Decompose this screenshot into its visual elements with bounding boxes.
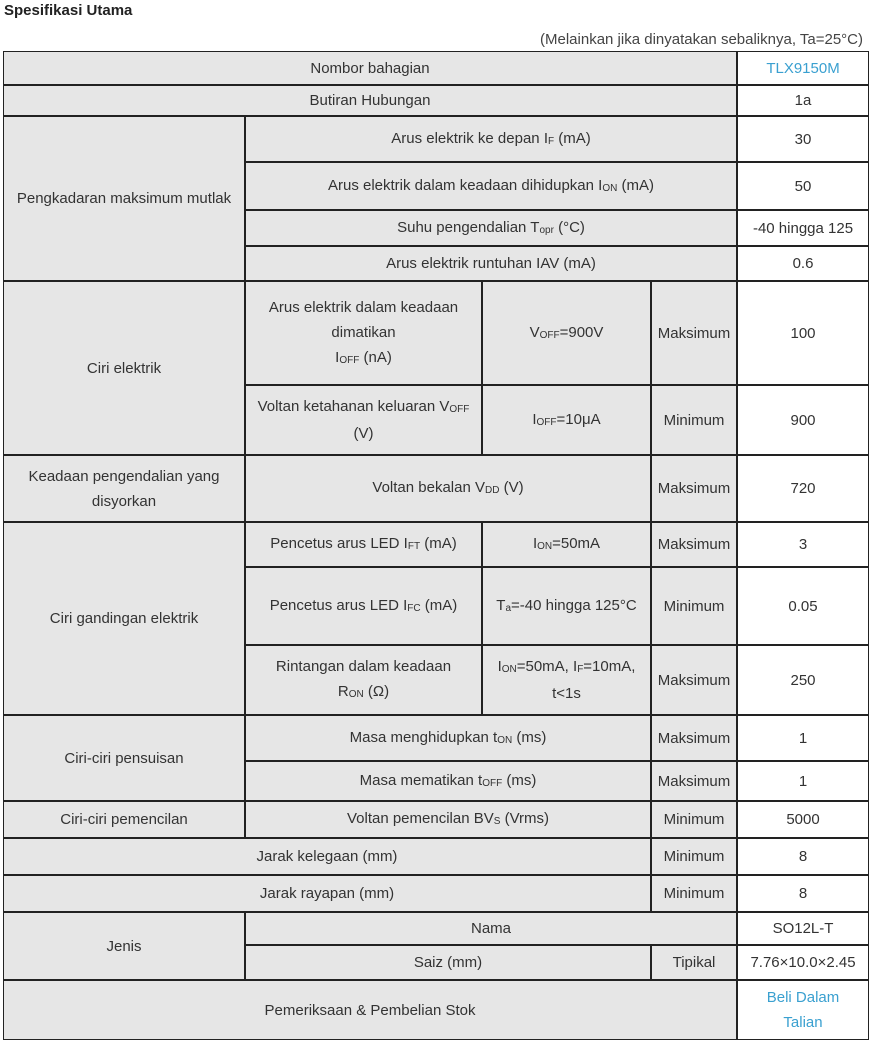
on-resistance-value: 250 <box>737 645 869 715</box>
clearance-label: Jarak kelegaan (mm) <box>3 838 651 875</box>
creepage-type: Minimum <box>651 875 737 912</box>
forward-current-label: Arus elektrik ke depan $I_F$ (mA) <box>245 116 737 162</box>
creepage-value: 8 <box>737 875 869 912</box>
row-part-number <box>3 51 869 85</box>
turn-off-time-label: Masa mematikan $t_{OFF}$ (ms) <box>245 761 651 801</box>
buy-online-link[interactable]: Beli Dalam Talian <box>766 989 840 1031</box>
isolation-group-label: Ciri-ciri pemencilan <box>3 801 245 838</box>
off-current-condition: $V_{OFF}=900V$ <box>482 281 651 385</box>
on-resistance-label: Rintangan dalam keadaan $R_{ON}$ (Ω) <box>245 645 482 715</box>
recommended-group-label: Keadaan pengendalian yang disyorkan <box>3 455 245 522</box>
row-off-current <box>3 281 869 385</box>
on-current-value: 50 <box>737 162 869 210</box>
contact-label: Butiran Hubungan <box>3 85 737 116</box>
row-clearance <box>3 838 869 875</box>
trigger-current-ft-condition: $I_{ON}=50mA$ <box>482 522 651 567</box>
trigger-current-ft-type: Maksimum <box>651 522 737 567</box>
isolation-voltage-label: Voltan pemencilan $BV_S$ (Vrms) <box>245 801 651 838</box>
clearance-value: 8 <box>737 838 869 875</box>
stock-cell <box>737 980 869 1040</box>
turn-on-time-value: 1 <box>737 715 869 761</box>
supply-voltage-label: Voltan bekalan $V_{DD}$ (V) <box>245 455 651 522</box>
row-contact <box>3 85 869 116</box>
on-resistance-condition: $I_{ON}=50mA$, $I_F=10mA$, t<1s <box>482 645 651 715</box>
row-forward-current <box>3 116 869 162</box>
spec-table <box>3 51 869 1040</box>
package-size-type: Tipikal <box>651 945 737 980</box>
turn-off-time-value: 1 <box>737 761 869 801</box>
off-current-type: Maksimum <box>651 281 737 385</box>
turn-on-time-type: Maksimum <box>651 715 737 761</box>
withstand-voltage-condition: $I_{OFF}=10\mu A$ <box>482 385 651 455</box>
row-creepage <box>3 875 869 912</box>
switching-group-label: Ciri-ciri pensuisan <box>3 715 245 801</box>
part-number-cell <box>737 51 869 85</box>
part-number-link[interactable]: TLX9150M <box>766 59 840 77</box>
trigger-current-fc-condition: $T_a=-40$ hingga 125°C <box>482 567 651 645</box>
trigger-current-fc-label: Pencetus arus LED $I_{FC}$ (mA) <box>245 567 482 645</box>
withstand-voltage-label: Voltan ketahanan keluaran $V_{OFF}$ (V) <box>245 385 482 455</box>
avalanche-current-value: 0.6 <box>737 246 869 281</box>
supply-voltage-value: 720 <box>737 455 869 522</box>
contact-value: 1a <box>737 85 869 116</box>
row-package-name <box>3 912 869 945</box>
off-current-value: 100 <box>737 281 869 385</box>
package-size-label: Saiz (mm) <box>245 945 651 980</box>
withstand-voltage-type: Minimum <box>651 385 737 455</box>
clearance-type: Minimum <box>651 838 737 875</box>
abs-max-group-label: Pengkadaran maksimum mutlak <box>3 116 245 281</box>
isolation-voltage-value: 5000 <box>737 801 869 838</box>
package-name-label: Nama <box>245 912 737 945</box>
forward-current-value: 30 <box>737 116 869 162</box>
trigger-current-ft-value: 3 <box>737 522 869 567</box>
conditions-note: (Melainkan jika dinyatakan sebaliknya, Ta=25°C) <box>540 31 863 48</box>
electrical-group-label: Ciri elektrik <box>3 281 245 455</box>
trigger-current-fc-type: Minimum <box>651 567 737 645</box>
off-current-label: Arus elektrik dalam keadaan dimatikan $I_{OFF}$ (nA) <box>245 281 482 385</box>
isolation-voltage-type: Minimum <box>651 801 737 838</box>
row-turn-on-time <box>3 715 869 761</box>
creepage-label: Jarak rayapan (mm) <box>3 875 651 912</box>
package-group-label: Jenis <box>3 912 245 980</box>
operating-temp-label: Suhu pengendalian $T_{opr}$ (°C) <box>245 210 737 246</box>
supply-voltage-type: Maksimum <box>651 455 737 522</box>
trigger-current-fc-value: 0.05 <box>737 567 869 645</box>
on-current-label: Arus elektrik dalam keadaan dihidupkan $I_{ON}$ (mA) <box>245 162 737 210</box>
withstand-voltage-value: 900 <box>737 385 869 455</box>
stock-label: Pemeriksaan & Pembelian Stok <box>3 980 737 1040</box>
row-stock <box>3 980 869 1040</box>
trigger-current-ft-label: Pencetus arus LED $I_{FT}$ (mA) <box>245 522 482 567</box>
row-supply-voltage <box>3 455 869 522</box>
package-size-value: 7.76×10.0×2.45 <box>737 945 869 980</box>
turn-off-time-type: Maksimum <box>651 761 737 801</box>
page-title: Spesifikasi Utama <box>4 2 133 19</box>
operating-temp-value: -40 hingga 125 <box>737 210 869 246</box>
package-name-value: SO12L-T <box>737 912 869 945</box>
turn-on-time-label: Masa menghidupkan $t_{ON}$ (ms) <box>245 715 651 761</box>
avalanche-current-label: Arus elektrik runtuhan IAV (mA) <box>245 246 737 281</box>
on-resistance-type: Maksimum <box>651 645 737 715</box>
part-number-label: Nombor bahagian <box>3 51 737 85</box>
coupled-group-label: Ciri gandingan elektrik <box>3 522 245 715</box>
row-trigger-current-ft <box>3 522 869 567</box>
row-isolation-voltage <box>3 801 869 838</box>
